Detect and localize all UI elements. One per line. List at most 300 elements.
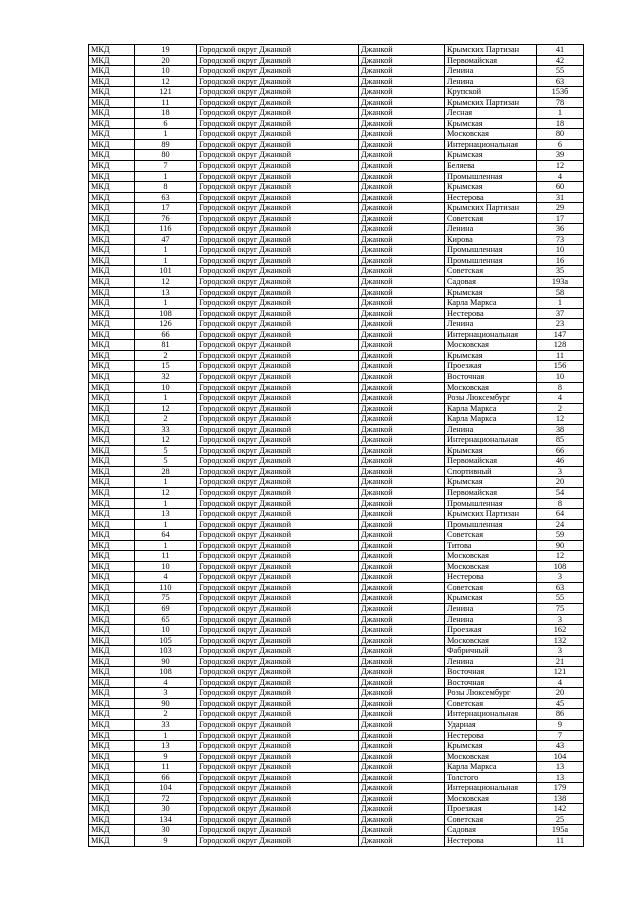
city-cell: Джанкой — [359, 625, 445, 636]
table-row — [89, 593, 584, 604]
number-cell: 13 — [135, 287, 197, 298]
object-type-cell: МКД — [89, 234, 135, 245]
street-cell: Ударная — [445, 720, 537, 731]
street-cell: Карла Маркса — [445, 762, 537, 773]
house-cell: 73 — [537, 234, 584, 245]
table-row — [89, 509, 584, 520]
municipality-cell: Городской округ Джанкой — [197, 287, 359, 298]
municipality-cell: Городской округ Джанкой — [197, 245, 359, 256]
table-row — [89, 234, 584, 245]
object-type-cell: МКД — [89, 414, 135, 425]
table-row — [89, 55, 584, 66]
house-cell: 104 — [537, 751, 584, 762]
house-cell: 20 — [537, 477, 584, 488]
house-cell: 25 — [537, 814, 584, 825]
municipality-cell: Городской округ Джанкой — [197, 182, 359, 193]
table-row — [89, 150, 584, 161]
number-cell: 11 — [135, 551, 197, 562]
table-row — [89, 45, 584, 56]
number-cell: 9 — [135, 751, 197, 762]
object-type-cell: МКД — [89, 825, 135, 836]
table-row — [89, 139, 584, 150]
street-cell: Титова — [445, 540, 537, 551]
house-cell: 13 — [537, 762, 584, 773]
table-row — [89, 772, 584, 783]
street-cell: Интернациональная — [445, 435, 537, 446]
object-type-cell: МКД — [89, 435, 135, 446]
house-cell: 10 — [537, 371, 584, 382]
object-type-cell: МКД — [89, 456, 135, 467]
number-cell: 2 — [135, 709, 197, 720]
municipality-cell: Городской округ Джанкой — [197, 762, 359, 773]
municipality-cell: Городской округ Джанкой — [197, 97, 359, 108]
street-cell: Розы Люксембург — [445, 393, 537, 404]
object-type-cell: МКД — [89, 667, 135, 678]
city-cell: Джанкой — [359, 255, 445, 266]
object-type-cell: МКД — [89, 403, 135, 414]
city-cell: Джанкой — [359, 171, 445, 182]
street-cell: Лесная — [445, 108, 537, 119]
number-cell: 76 — [135, 213, 197, 224]
city-cell: Джанкой — [359, 804, 445, 815]
municipality-cell: Городской округ Джанкой — [197, 55, 359, 66]
number-cell: 18 — [135, 108, 197, 119]
house-cell: 12 — [537, 551, 584, 562]
object-type-cell: МКД — [89, 192, 135, 203]
city-cell: Джанкой — [359, 234, 445, 245]
city-cell: Джанкой — [359, 836, 445, 847]
house-cell: 8 — [537, 498, 584, 509]
number-cell: 103 — [135, 646, 197, 657]
house-cell: 11 — [537, 350, 584, 361]
municipality-cell: Городской округ Джанкой — [197, 435, 359, 446]
city-cell: Джанкой — [359, 487, 445, 498]
number-cell: 33 — [135, 424, 197, 435]
house-cell: 1 — [537, 108, 584, 119]
city-cell: Джанкой — [359, 97, 445, 108]
object-type-cell: МКД — [89, 519, 135, 530]
table-row — [89, 340, 584, 351]
object-type-cell: МКД — [89, 772, 135, 783]
object-type-cell: МКД — [89, 393, 135, 404]
city-cell: Джанкой — [359, 139, 445, 150]
house-cell: 4 — [537, 393, 584, 404]
table-row — [89, 688, 584, 699]
municipality-cell: Городской округ Джанкой — [197, 298, 359, 309]
number-cell: 1 — [135, 498, 197, 509]
number-cell: 13 — [135, 741, 197, 752]
municipality-cell: Городской округ Джанкой — [197, 329, 359, 340]
house-cell: 41 — [537, 45, 584, 56]
table-row — [89, 192, 584, 203]
street-cell: Промышленная — [445, 519, 537, 530]
street-cell: Проезжая — [445, 804, 537, 815]
municipality-cell: Городской округ Джанкой — [197, 603, 359, 614]
street-cell: Восточная — [445, 371, 537, 382]
number-cell: 32 — [135, 371, 197, 382]
house-cell: 29 — [537, 203, 584, 214]
table-row — [89, 424, 584, 435]
number-cell: 4 — [135, 677, 197, 688]
municipality-cell: Городской округ Джанкой — [197, 741, 359, 752]
table-row — [89, 667, 584, 678]
street-cell: Нестерова — [445, 836, 537, 847]
city-cell: Джанкой — [359, 66, 445, 77]
number-cell: 12 — [135, 435, 197, 446]
municipality-cell: Городской округ Джанкой — [197, 203, 359, 214]
municipality-cell: Городской округ Джанкой — [197, 234, 359, 245]
number-cell: 7 — [135, 161, 197, 172]
table-row — [89, 783, 584, 794]
house-cell: 153б — [537, 87, 584, 98]
street-cell: Крымских Партизан — [445, 203, 537, 214]
municipality-cell: Городской округ Джанкой — [197, 445, 359, 456]
street-cell: Нестерова — [445, 308, 537, 319]
municipality-cell: Городской округ Джанкой — [197, 477, 359, 488]
municipality-cell: Городской округ Джанкой — [197, 814, 359, 825]
table-row — [89, 698, 584, 709]
object-type-cell: МКД — [89, 361, 135, 372]
number-cell: 108 — [135, 667, 197, 678]
city-cell: Джанкой — [359, 445, 445, 456]
object-type-cell: МКД — [89, 551, 135, 562]
object-type-cell: МКД — [89, 266, 135, 277]
table-row — [89, 182, 584, 193]
table-row — [89, 656, 584, 667]
table-row — [89, 519, 584, 530]
house-cell: 42 — [537, 55, 584, 66]
city-cell: Джанкой — [359, 688, 445, 699]
table-row — [89, 382, 584, 393]
street-cell: Кирова — [445, 234, 537, 245]
city-cell: Джанкой — [359, 456, 445, 467]
number-cell: 10 — [135, 561, 197, 572]
table-row — [89, 498, 584, 509]
table-row — [89, 551, 584, 562]
number-cell: 10 — [135, 66, 197, 77]
street-cell: Крымских Партизан — [445, 97, 537, 108]
municipality-cell: Городской округ Джанкой — [197, 414, 359, 425]
city-cell: Джанкой — [359, 730, 445, 741]
city-cell: Джанкой — [359, 319, 445, 330]
number-cell: 1 — [135, 129, 197, 140]
street-cell: Советская — [445, 582, 537, 593]
house-cell: 78 — [537, 97, 584, 108]
city-cell: Джанкой — [359, 277, 445, 288]
number-cell: 1 — [135, 519, 197, 530]
city-cell: Джанкой — [359, 45, 445, 56]
table-row — [89, 266, 584, 277]
house-cell: 39 — [537, 150, 584, 161]
city-cell: Джанкой — [359, 698, 445, 709]
table-row — [89, 277, 584, 288]
city-cell: Джанкой — [359, 414, 445, 425]
house-cell: 16 — [537, 255, 584, 266]
object-type-cell: МКД — [89, 561, 135, 572]
table-row — [89, 814, 584, 825]
street-cell: Нестерова — [445, 572, 537, 583]
municipality-cell: Городской округ Джанкой — [197, 646, 359, 657]
table-row — [89, 751, 584, 762]
object-type-cell: МКД — [89, 445, 135, 456]
municipality-cell: Городской округ Джанкой — [197, 593, 359, 604]
city-cell: Джанкой — [359, 677, 445, 688]
house-cell: 156 — [537, 361, 584, 372]
house-cell: 24 — [537, 519, 584, 530]
street-cell: Крымская — [445, 350, 537, 361]
municipality-cell: Городской округ Джанкой — [197, 266, 359, 277]
street-cell: Ленина — [445, 603, 537, 614]
street-cell: Крупской — [445, 87, 537, 98]
municipality-cell: Городской округ Джанкой — [197, 530, 359, 541]
street-cell: Промышленная — [445, 255, 537, 266]
city-cell: Джанкой — [359, 308, 445, 319]
city-cell: Джанкой — [359, 361, 445, 372]
object-type-cell: МКД — [89, 245, 135, 256]
municipality-cell: Городской округ Джанкой — [197, 698, 359, 709]
number-cell: 47 — [135, 234, 197, 245]
street-cell: Интернациональная — [445, 329, 537, 340]
table-row — [89, 329, 584, 340]
table-row — [89, 361, 584, 372]
number-cell: 30 — [135, 825, 197, 836]
number-cell: 19 — [135, 45, 197, 56]
city-cell: Джанкой — [359, 793, 445, 804]
municipality-cell: Городской округ Джанкой — [197, 129, 359, 140]
number-cell: 33 — [135, 720, 197, 731]
table-row — [89, 371, 584, 382]
table-row — [89, 561, 584, 572]
table-row — [89, 793, 584, 804]
municipality-cell: Городской округ Джанкой — [197, 371, 359, 382]
object-type-cell: МКД — [89, 203, 135, 214]
city-cell: Джанкой — [359, 55, 445, 66]
table-row — [89, 308, 584, 319]
table-row — [89, 224, 584, 235]
city-cell: Джанкой — [359, 709, 445, 720]
municipality-cell: Городской округ Джанкой — [197, 677, 359, 688]
municipality-cell: Городской округ Джанкой — [197, 487, 359, 498]
city-cell: Джанкой — [359, 741, 445, 752]
table-body — [89, 45, 584, 847]
object-type-cell: МКД — [89, 182, 135, 193]
municipality-cell: Городской округ Джанкой — [197, 456, 359, 467]
street-cell: Нестерова — [445, 192, 537, 203]
table-row — [89, 108, 584, 119]
number-cell: 65 — [135, 614, 197, 625]
object-type-cell: МКД — [89, 783, 135, 794]
number-cell: 108 — [135, 308, 197, 319]
city-cell: Джанкой — [359, 593, 445, 604]
city-cell: Джанкой — [359, 635, 445, 646]
city-cell: Джанкой — [359, 76, 445, 87]
number-cell: 10 — [135, 625, 197, 636]
city-cell: Джанкой — [359, 825, 445, 836]
number-cell: 15 — [135, 361, 197, 372]
street-cell: Промышленная — [445, 498, 537, 509]
object-type-cell: МКД — [89, 688, 135, 699]
house-cell: 6 — [537, 139, 584, 150]
street-cell: Ленина — [445, 319, 537, 330]
table-row — [89, 540, 584, 551]
house-cell: 58 — [537, 287, 584, 298]
city-cell: Джанкой — [359, 266, 445, 277]
house-cell: 75 — [537, 603, 584, 614]
city-cell: Джанкой — [359, 203, 445, 214]
municipality-cell: Городской округ Джанкой — [197, 171, 359, 182]
municipality-cell: Городской округ Джанкой — [197, 150, 359, 161]
number-cell: 30 — [135, 804, 197, 815]
municipality-cell: Городской округ Джанкой — [197, 224, 359, 235]
city-cell: Джанкой — [359, 129, 445, 140]
city-cell: Джанкой — [359, 762, 445, 773]
municipality-cell: Городской округ Джанкой — [197, 213, 359, 224]
municipality-cell: Городской округ Джанкой — [197, 308, 359, 319]
table-row — [89, 762, 584, 773]
number-cell: 5 — [135, 456, 197, 467]
street-cell: Фабричный — [445, 646, 537, 657]
municipality-cell: Городской округ Джанкой — [197, 192, 359, 203]
city-cell: Джанкой — [359, 530, 445, 541]
municipality-cell: Городской округ Джанкой — [197, 87, 359, 98]
house-cell: 142 — [537, 804, 584, 815]
municipality-cell: Городской округ Джанкой — [197, 139, 359, 150]
object-type-cell: МКД — [89, 319, 135, 330]
house-cell: 80 — [537, 129, 584, 140]
house-cell: 90 — [537, 540, 584, 551]
table-row — [89, 720, 584, 731]
municipality-cell: Городской округ Джанкой — [197, 720, 359, 731]
city-cell: Джанкой — [359, 287, 445, 298]
house-cell: 179 — [537, 783, 584, 794]
city-cell: Джанкой — [359, 182, 445, 193]
street-cell: Крымская — [445, 741, 537, 752]
city-cell: Джанкой — [359, 656, 445, 667]
street-cell: Первомайская — [445, 456, 537, 467]
number-cell: 75 — [135, 593, 197, 604]
street-cell: Беляева — [445, 161, 537, 172]
object-type-cell: МКД — [89, 382, 135, 393]
municipality-cell: Городской округ Джанкой — [197, 118, 359, 129]
table-row — [89, 466, 584, 477]
municipality-cell: Городской округ Джанкой — [197, 667, 359, 678]
house-cell: 43 — [537, 741, 584, 752]
city-cell: Джанкой — [359, 667, 445, 678]
table-row — [89, 287, 584, 298]
city-cell: Джанкой — [359, 350, 445, 361]
object-type-cell: МКД — [89, 677, 135, 688]
city-cell: Джанкой — [359, 572, 445, 583]
street-cell: Интернациональная — [445, 139, 537, 150]
municipality-cell: Городской округ Джанкой — [197, 730, 359, 741]
table-row — [89, 203, 584, 214]
number-cell: 63 — [135, 192, 197, 203]
house-cell: 162 — [537, 625, 584, 636]
table-row — [89, 804, 584, 815]
house-cell: 13 — [537, 772, 584, 783]
house-cell: 9 — [537, 720, 584, 731]
number-cell: 12 — [135, 76, 197, 87]
object-type-cell: МКД — [89, 277, 135, 288]
house-cell: 3 — [537, 614, 584, 625]
city-cell: Джанкой — [359, 108, 445, 119]
table-row — [89, 646, 584, 657]
city-cell: Джанкой — [359, 393, 445, 404]
object-type-cell: МКД — [89, 720, 135, 731]
house-cell: 63 — [537, 582, 584, 593]
municipality-cell: Городской округ Джанкой — [197, 519, 359, 530]
house-cell: 86 — [537, 709, 584, 720]
municipality-cell: Городской округ Джанкой — [197, 688, 359, 699]
municipality-cell: Городской округ Джанкой — [197, 751, 359, 762]
city-cell: Джанкой — [359, 614, 445, 625]
table-row — [89, 477, 584, 488]
number-cell: 2 — [135, 350, 197, 361]
house-cell: 59 — [537, 530, 584, 541]
house-cell: 4 — [537, 677, 584, 688]
street-cell: Московская — [445, 340, 537, 351]
street-cell: Советская — [445, 698, 537, 709]
table-row — [89, 487, 584, 498]
municipality-cell: Городской округ Джанкой — [197, 319, 359, 330]
municipality-cell: Городской округ Джанкой — [197, 825, 359, 836]
street-cell: Розы Люксембург — [445, 688, 537, 699]
object-type-cell: МКД — [89, 108, 135, 119]
street-cell: Советская — [445, 266, 537, 277]
street-cell: Крымских Партизан — [445, 45, 537, 56]
street-cell: Московская — [445, 551, 537, 562]
city-cell: Джанкой — [359, 192, 445, 203]
house-cell: 12 — [537, 161, 584, 172]
municipality-cell: Городской округ Джанкой — [197, 561, 359, 572]
city-cell: Джанкой — [359, 245, 445, 256]
city-cell: Джанкой — [359, 403, 445, 414]
number-cell: 4 — [135, 572, 197, 583]
object-type-cell: МКД — [89, 371, 135, 382]
object-type-cell: МКД — [89, 97, 135, 108]
number-cell: 81 — [135, 340, 197, 351]
object-type-cell: МКД — [89, 87, 135, 98]
object-type-cell: МКД — [89, 730, 135, 741]
house-cell: 3 — [537, 466, 584, 477]
street-cell: Крымская — [445, 445, 537, 456]
number-cell: 121 — [135, 87, 197, 98]
city-cell: Джанкой — [359, 150, 445, 161]
municipality-cell: Городской округ Джанкой — [197, 656, 359, 667]
street-cell: Крымская — [445, 593, 537, 604]
object-type-cell: МКД — [89, 509, 135, 520]
number-cell: 66 — [135, 329, 197, 340]
object-type-cell: МКД — [89, 656, 135, 667]
municipality-cell: Городской округ Джанкой — [197, 108, 359, 119]
number-cell: 17 — [135, 203, 197, 214]
city-cell: Джанкой — [359, 509, 445, 520]
municipality-cell: Городской округ Джанкой — [197, 509, 359, 520]
number-cell: 105 — [135, 635, 197, 646]
house-cell: 132 — [537, 635, 584, 646]
housing-table — [88, 44, 584, 847]
city-cell: Джанкой — [359, 814, 445, 825]
city-cell: Джанкой — [359, 298, 445, 309]
street-cell: Спортивный — [445, 466, 537, 477]
city-cell: Джанкой — [359, 118, 445, 129]
object-type-cell: МКД — [89, 487, 135, 498]
object-type-cell: МКД — [89, 424, 135, 435]
house-cell: 193а — [537, 277, 584, 288]
table-row — [89, 298, 584, 309]
municipality-cell: Городской округ Джанкой — [197, 277, 359, 288]
city-cell: Джанкой — [359, 498, 445, 509]
